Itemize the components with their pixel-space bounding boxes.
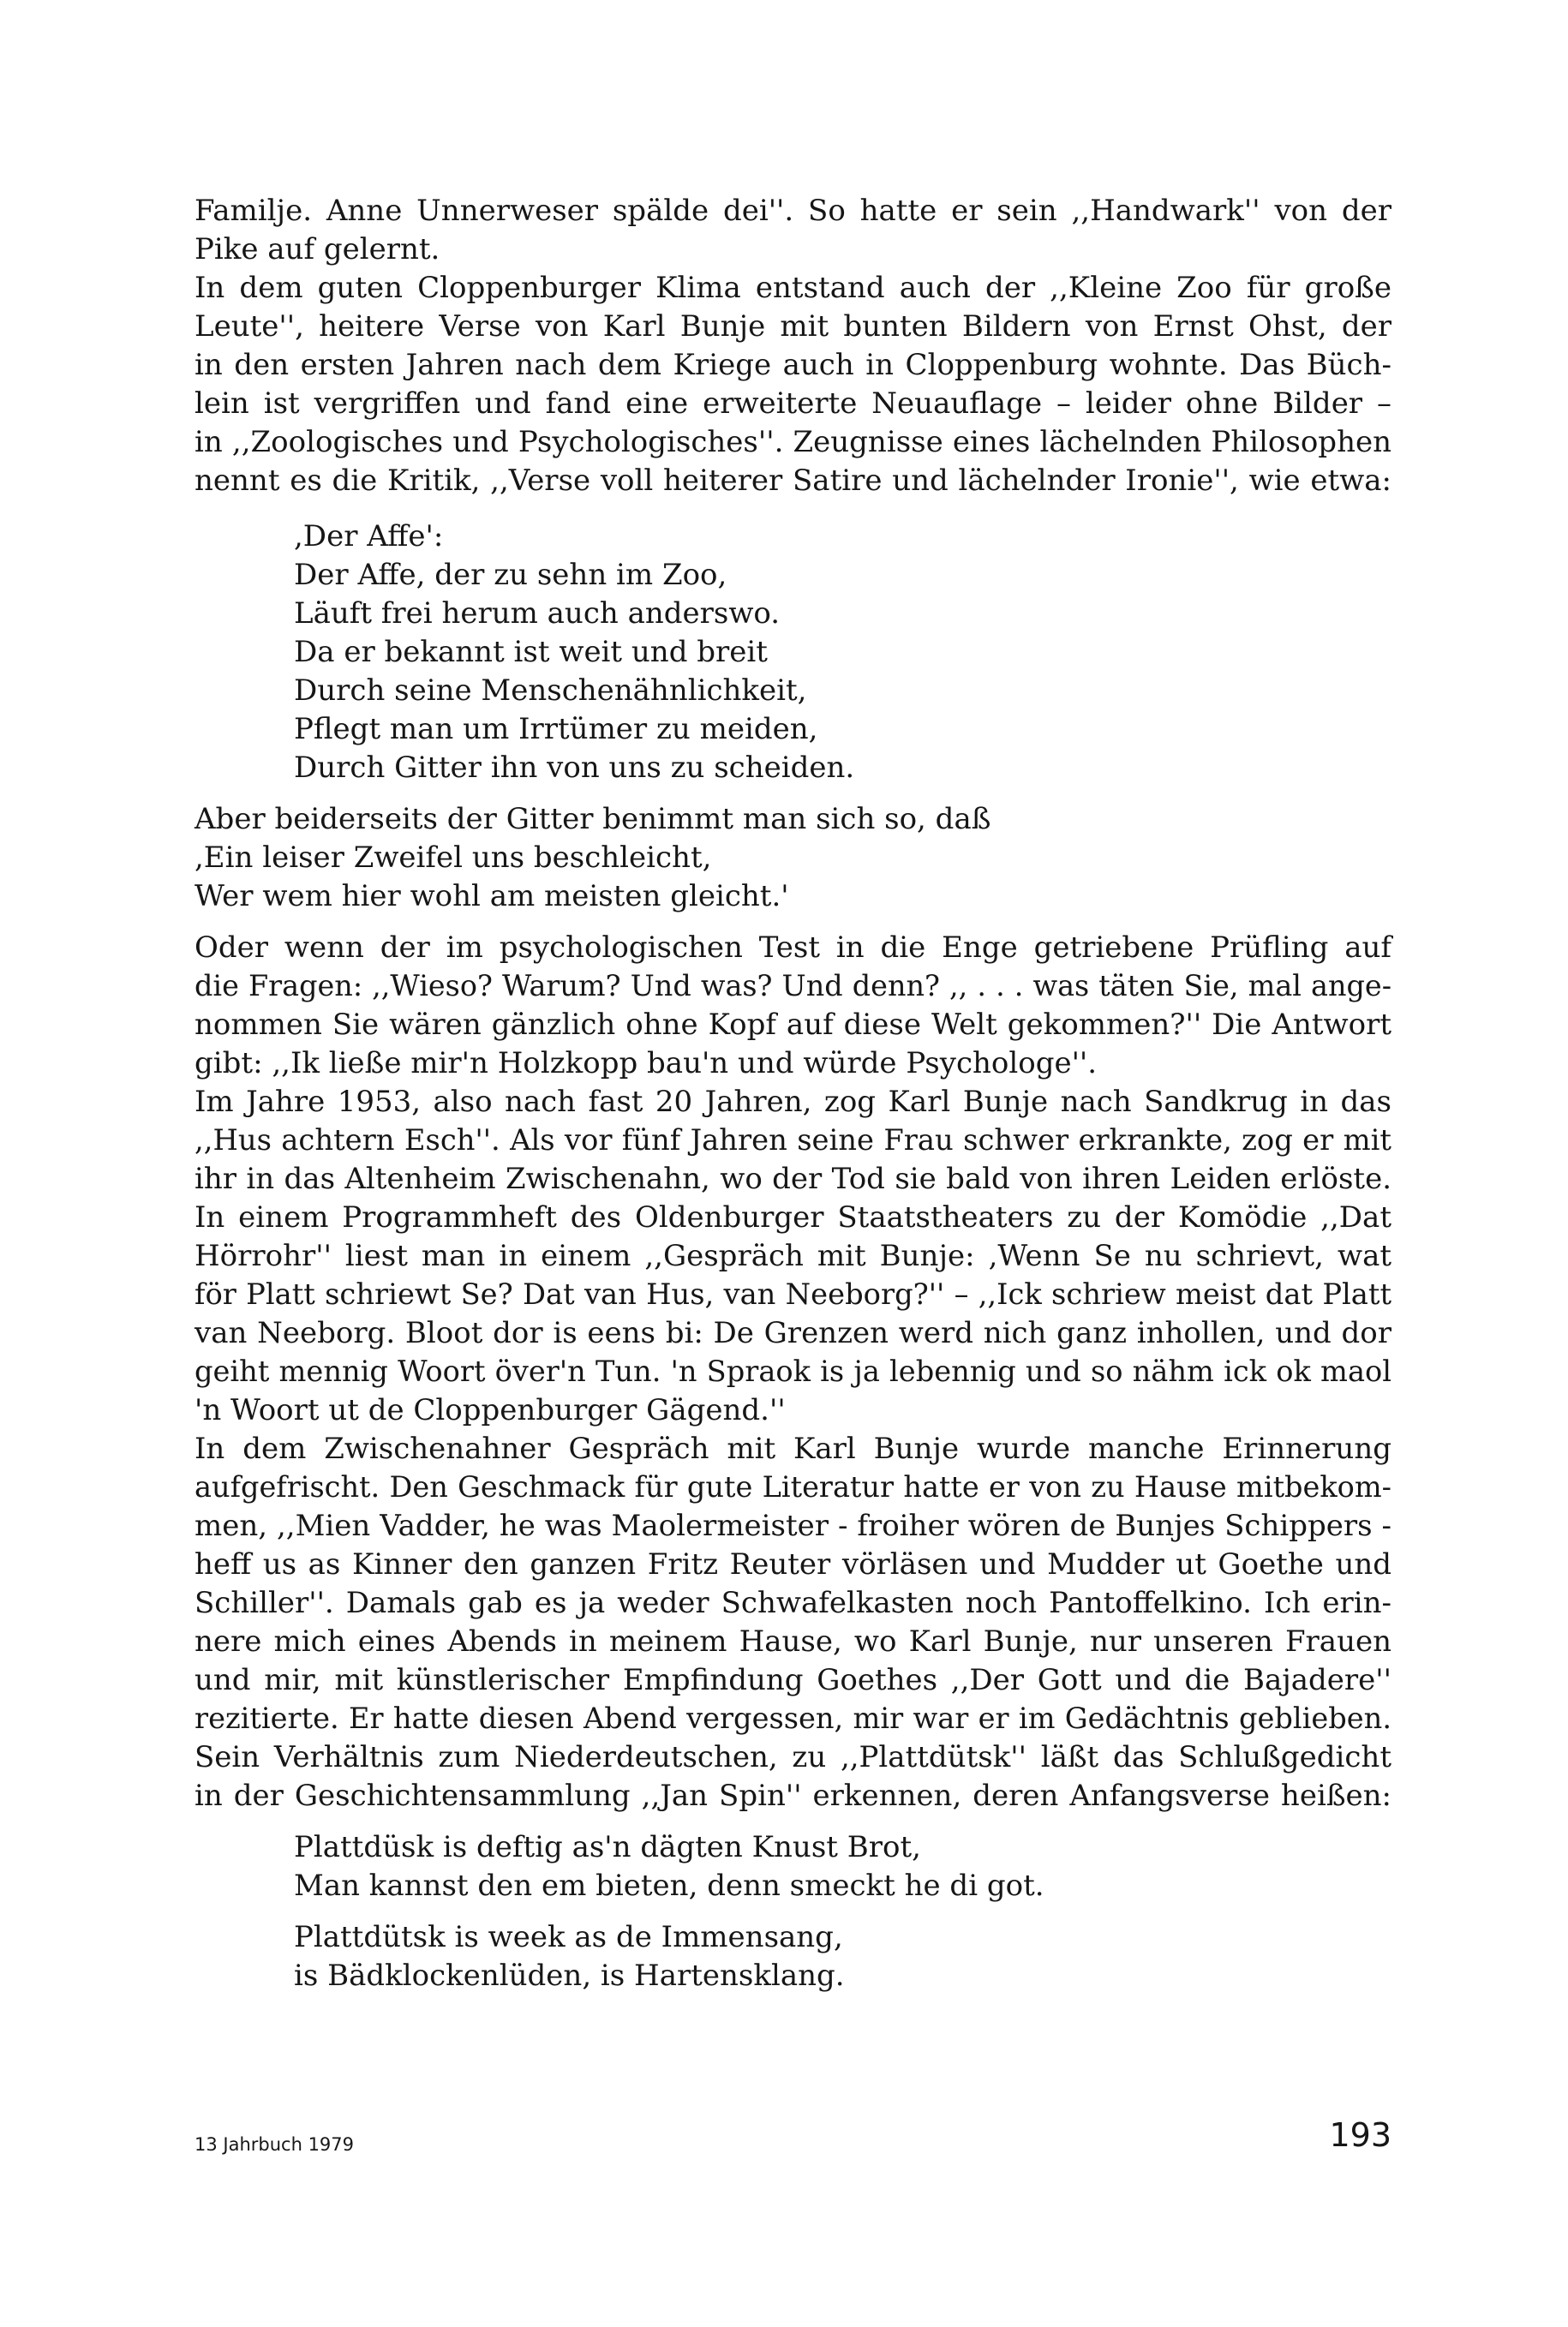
text-line: aufgefrischt. Den Geschmack für gute Literatur hatte er von zu Hause mitbekom- [195,1470,1391,1504]
text-line: und mir, mit künstlerischer Empfindung Goethes ,,Der Gott und die Bajadere'' [195,1663,1391,1697]
poem-line: Durch Gitter ihn von uns zu scheiden. [294,751,855,785]
text-line: nennt es die Kritik, ,,Verse voll heiterer Satire und lächelnder Ironie'', wie etwa: [195,464,1391,498]
text-line: rezitierte. Er hatte diesen Abend vergessen, mir war er im Gedächtnis geblieben. [195,1702,1391,1735]
text-line: in den ersten Jahren nach dem Kriege auch in Cloppenburg wohnte. Das Büch- [195,348,1391,382]
text-line: in der Geschichtensammlung ,,Jan Spin'' erkennen, deren Anfangsverse heißen: [195,1779,1391,1813]
text-line: Aber beiderseits der Gitter benimmt man sich so, daß [195,802,991,836]
text-line: för Platt schriewt Se? Dat van Hus, van Neeborg?'' – ,,Ick schriew meist dat Platt [195,1277,1391,1311]
text-line: In einem Programmheft des Oldenburger Staatstheaters zu der Komödie ,,Dat [195,1200,1391,1235]
poem-line: Durch seine Menschenähnlichkeit, [294,673,807,708]
text-line: ,Ein leiser Zweifel uns beschleicht, [195,840,712,875]
text-line: ,,Hus achtern Esch''. Als vor fünf Jahren seine Frau schwer erkrankte, zog er mit [195,1123,1391,1157]
text-line: In dem Zwischenahner Gespräch mit Karl Bunje wurde manche Erinnerung [195,1432,1391,1466]
text-line: 'n Woort ut de Cloppenburger Gägend.'' [195,1393,786,1427]
text-line: nommen Sie wären gänzlich ohne Kopf auf diese Welt gekommen?'' Die Antwort [195,1008,1391,1042]
poem-line: Da er bekannt ist weit und breit [294,635,768,669]
text-line: Sein Verhältnis zum Niederdeutschen, zu ,,Plattdütsk'' läßt das Schlußgedicht [195,1740,1391,1774]
text-line: men, ,,Mien Vadder, he was Maolermeister - froiher wören de Bunjes Schippers - [195,1509,1391,1543]
poem-line: Plattdüsk is deftig as'n dägten Knust Brot, [294,1830,921,1864]
text-line: van Neeborg. Bloot dor is eens bi: De Grenzen werd nich ganz inhollen, und dor [195,1316,1391,1350]
poem-line: Man kannst den em bieten, denn smeckt he di got. [294,1869,1044,1903]
text-line: nere mich eines Abends in meinem Hause, wo Karl Bunje, nur unseren Frauen [195,1624,1391,1659]
text-line: lein ist vergriffen und fand eine erweiterte Neuauflage – leider ohne Bilder – [195,386,1391,421]
text-line: gibt: ,,Ik ließe mir'n Holzkopp bau'n und würde Psychologe''. [195,1046,1098,1080]
poem-line: Läuft frei herum auch anderswo. [294,596,781,631]
page-number: 193 [1329,2116,1391,2154]
text-line: Wer wem hier wohl am meisten gleicht.' [195,879,789,913]
poem-line: Der Affe, der zu sehn im Zoo, [294,558,727,592]
text-line: Oder wenn der im psychologischen Test in die Enge getriebene Prüfling auf [195,930,1391,965]
text-line: in ,,Zoologisches und Psychologisches''. Zeugnisse eines lächelnden Philosophen [195,425,1391,459]
text-line: Schiller''. Damals gab es ja weder Schwafelkasten noch Pantoffelkino. Ich erin- [195,1586,1391,1620]
poem-line: Plattdütsk is week as de Immensang, [294,1920,843,1954]
poem-line: Pflegt man um Irrtümer zu meiden, [294,712,818,746]
text-line: In dem guten Cloppenburger Klima entstand auch der ,,Kleine Zoo für große [195,271,1391,305]
poem-title: ,Der Affe': [294,519,444,553]
text-line: ihr in das Altenheim Zwischenahn, wo der Tod sie bald von ihren Leiden erlöste. [195,1162,1391,1196]
text-line: Im Jahre 1953, also nach fast 20 Jahren, zog Karl Bunje nach Sandkrug in das [195,1085,1391,1119]
text-line: die Fragen: ,,Wieso? Warum? Und was? Und denn? ,, . . . was täten Sie, mal ange- [195,969,1391,1002]
text-line: heff us as Kinner den ganzen Fritz Reuter vörläsen und Mudder ut Goethe und [195,1547,1391,1582]
footer-source: 13 Jahrbuch 1979 [195,2134,355,2155]
text-line: Hörrohr'' liest man in einem ,,Gespräch mit Bunje: ,Wenn Se nu schrievt, wat [195,1239,1391,1273]
text-line: Pike auf gelernt. [195,232,440,266]
text-line: geiht mennig Woort över'n Tun. 'n Spraok is ja lebennig und so nähm ick ok maol [195,1355,1391,1388]
poem-line: is Bädklockenlüden, is Hartensklang. [294,1959,845,1993]
text-line: Leute'', heitere Verse von Karl Bunje mit bunten Bildern von Ernst Ohst, der [195,309,1391,344]
text-line: Familje. Anne Unnerweser spälde dei''. So hatte er sein ,,Handwark'' von der [195,194,1391,228]
